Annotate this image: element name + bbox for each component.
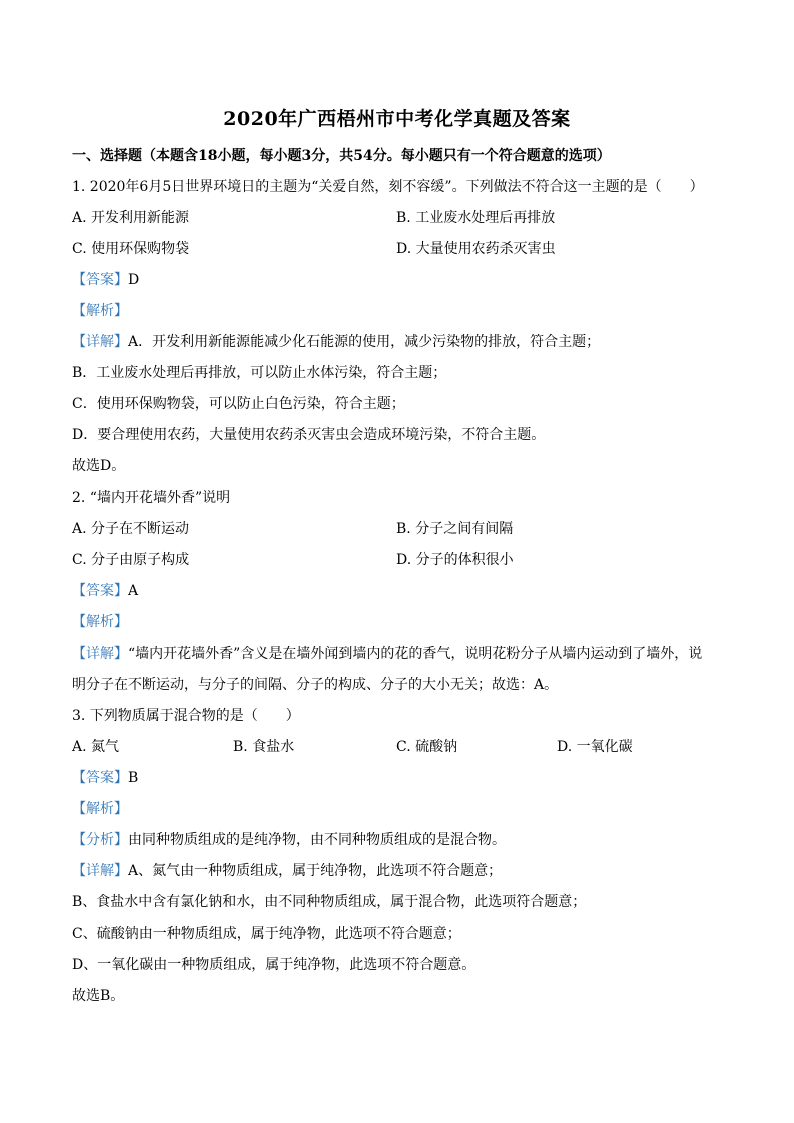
detail-tag: 【详解】 (72, 334, 128, 350)
q2-option-b: B. 分子之间有间隔 (396, 521, 514, 537)
q2-option-d: D. 分子的体积很小 (396, 552, 514, 568)
q3-option-a: A. 氮气 (72, 739, 120, 755)
q1-option-a: A. 开发利用新能源 (72, 210, 190, 226)
q2-answer-value: A (128, 583, 139, 599)
q2-detail-text-1: “墙内开花墙外香”含义是在墙外闻到墙内的花的香气，说明花粉分子从墙内运动到了墙外，说 (128, 646, 703, 662)
q3-analysis-tag: 【解析】 (72, 801, 128, 817)
q3-option-d: D. 一氧化碳 (557, 739, 633, 755)
q3-detail-text-3: C、硫酸钠由一种物质组成，属于纯净物，此选项不符合题意； (72, 926, 461, 942)
q3-option-b: B. 食盐水 (233, 739, 295, 755)
q3-detail-text-2: B、食盐水中含有氯化钠和水，由不同种物质组成，属于混合物，此选项符合题意； (72, 894, 587, 910)
detail-tag: 【详解】 (72, 863, 128, 879)
page-title: 2020年广西梧州市中考化学真题及答案 (223, 108, 571, 130)
q1-conclusion: 故选D。 (72, 458, 126, 474)
q3-analysis-row (72, 830, 506, 850)
answer-tag: 【答案】 (72, 583, 128, 599)
q1-option-c: C. 使用环保购物袋 (72, 241, 190, 257)
q1-detail-text-2: B．工业废水处理后再排放，可以防止水体污染，符合主题； (72, 365, 447, 381)
q1-answer-value: D (128, 272, 140, 288)
section-heading: 一、选择题（本题含18小题，每小题3分，共54分。每小题只有一个符合题意的选项） (72, 148, 611, 164)
q1-option-b: B. 工业废水处理后再排放 (396, 210, 556, 226)
q2-detail-row-1 (72, 644, 702, 664)
answer-tag: 【答案】 (72, 272, 128, 288)
q3-detail-text-1: A、氮气由一种物质组成，属于纯净物，此选项不符合题意； (128, 863, 503, 879)
q3-answer-row (72, 768, 138, 788)
fenxi-tag: 【分析】 (72, 832, 128, 848)
answer-tag: 【答案】 (72, 770, 128, 786)
detail-tag: 【详解】 (72, 646, 128, 662)
q1-answer-row (72, 270, 139, 290)
q2-answer-row (72, 581, 138, 601)
question-3-stem: 3. 下列物质属于混合物的是（ ） (72, 708, 300, 724)
q2-analysis-tag: 【解析】 (72, 614, 128, 630)
q1-detail-text-3: C．使用环保购物袋，可以防止白色污染，符合主题； (72, 396, 405, 412)
q3-conclusion: 故选B。 (72, 988, 125, 1004)
q1-option-d: D. 大量使用农药杀灭害虫 (396, 241, 556, 257)
q1-analysis-tag: 【解析】 (72, 303, 128, 319)
q2-option-a: A. 分子在不断运动 (72, 521, 190, 537)
q2-option-c: C. 分子由原子构成 (72, 552, 190, 568)
q3-detail-text-4: D、一氧化碳由一种物质组成，属于纯净物，此选项不符合题意。 (72, 957, 476, 973)
q1-detail-text-4: D．要合理使用农药，大量使用农药杀灭害虫会造成环境污染，不符合主题。 (72, 427, 546, 443)
question-2-stem: 2. “墙内开花墙外香”说明 (72, 490, 231, 506)
q2-detail-text-2: 明分子在不断运动，与分子的间隔、分子的构成、分子的大小无关；故选：A。 (72, 677, 559, 693)
q1-detail-row-1 (72, 332, 600, 352)
q3-analysis-text: 由同种物质组成的是纯净物，由不同种物质组成的是混合物。 (128, 832, 506, 848)
q3-option-c: C. 硫酸钠 (396, 739, 458, 755)
question-1-stem: 1. 2020年6月5日世界环境日的主题为“关爱自然，刻不容缓”。下列做法不符合这一主题的是（ ） (72, 179, 704, 195)
q3-detail-row-1 (72, 861, 502, 881)
q1-detail-text-1: A．开发利用新能源能减少化石能源的使用，减少污染物的排放，符合主题； (128, 334, 601, 350)
q3-answer-value: B (128, 770, 139, 786)
